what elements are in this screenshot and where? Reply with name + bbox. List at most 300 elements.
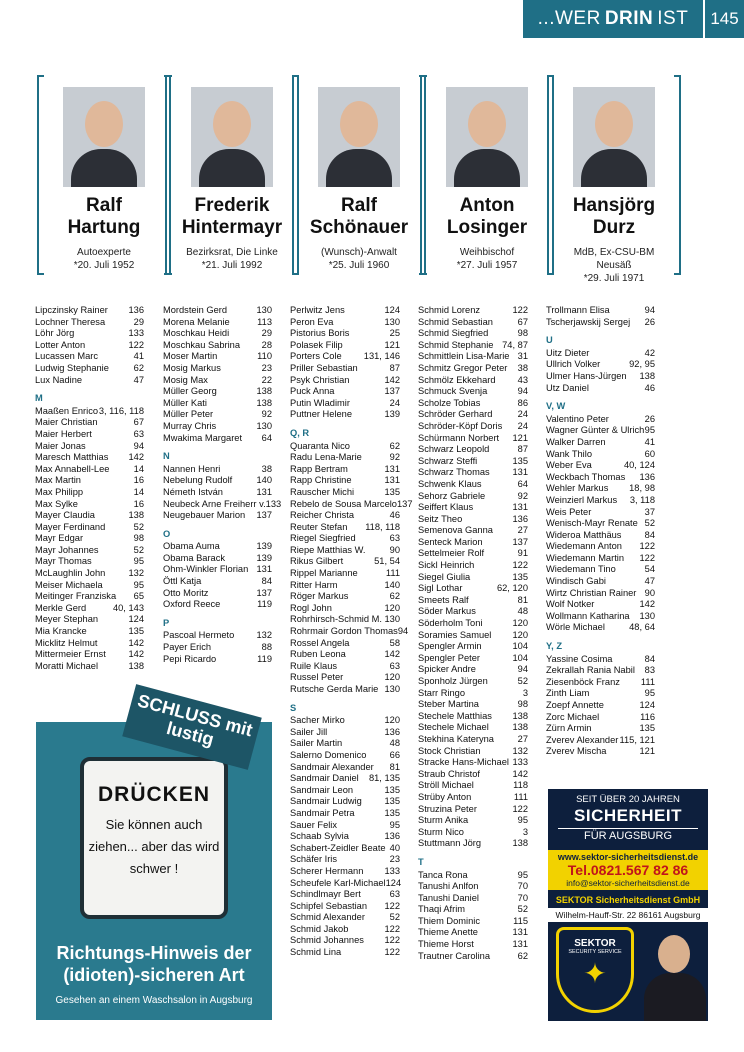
- entry-name: Scherer Hermann: [290, 865, 364, 876]
- index-entry: [35, 464, 144, 476]
- bracket-left: [165, 75, 172, 275]
- index-entry: [163, 564, 272, 576]
- entry-pages: 98: [517, 699, 528, 710]
- index-entry: [418, 780, 528, 792]
- index-section-letter: S: [290, 702, 297, 713]
- entry-name: Schmid Johannes: [290, 935, 364, 946]
- index-entry: [418, 433, 528, 445]
- entry-name: Mosig Max: [163, 374, 208, 385]
- entry-name: Rauscher Michi: [290, 486, 355, 497]
- index-entry: [418, 927, 528, 939]
- entry-pages: 135: [384, 807, 400, 818]
- index-entry: [290, 409, 400, 421]
- index-entry: [418, 757, 528, 769]
- index-entry: [290, 808, 400, 820]
- entry-pages: 42: [644, 347, 655, 358]
- entry-name: Sandmair Alexander: [290, 761, 374, 772]
- entry-name: Sandmair Leon: [290, 784, 354, 795]
- entry-pages: 115: [513, 915, 528, 926]
- entry-pages: 120: [512, 618, 528, 629]
- entry-pages: 122: [384, 923, 400, 934]
- entry-name: Schmid Stephanie: [418, 339, 494, 350]
- entry-pages: 121: [512, 432, 528, 443]
- index-entry: [418, 583, 528, 595]
- entry-pages: 138: [256, 386, 272, 397]
- entry-pages: 124: [384, 305, 400, 315]
- entry-name: Pepi Ricardo: [163, 653, 217, 664]
- entry-name: Peron Eva: [290, 316, 334, 327]
- index-entry: [163, 588, 272, 600]
- index-entry: [418, 363, 528, 375]
- entry-name: Scheufele Karl-Michael: [290, 877, 386, 888]
- entry-pages: 14: [133, 463, 144, 474]
- index-entry: [290, 866, 400, 878]
- entry-name: Mayr Thomas: [35, 556, 92, 567]
- entry-name: Nannen Henri: [163, 463, 221, 474]
- entry-pages: 95: [644, 688, 655, 699]
- entry-pages: 130: [384, 684, 400, 694]
- index-entry: [418, 916, 528, 928]
- index-entry: [290, 901, 400, 913]
- entry-name: Zinth Liam: [546, 688, 590, 699]
- entry-pages: 22: [261, 374, 272, 385]
- index-entry: [163, 386, 272, 398]
- entry-name: Schröder-Köpf Doris: [418, 420, 503, 431]
- entry-name: Sacher Mirko: [290, 715, 345, 726]
- entry-pages: 136: [128, 305, 144, 315]
- index-entry: [546, 665, 655, 677]
- entry-name: Tanca Rona: [418, 869, 468, 880]
- bracket-left: [547, 75, 554, 275]
- index-entry: [163, 305, 272, 317]
- entry-pages: 133: [128, 328, 144, 339]
- sign-small-text: Sie können auch ziehen... aber das wird schwer !: [88, 817, 220, 876]
- entry-pages: 94: [517, 664, 528, 675]
- sign-big-text: DRÜCKEN: [98, 783, 210, 806]
- index-entry: [418, 688, 528, 700]
- entry-name: Neubeck Arne Freiherr v.: [163, 498, 266, 509]
- entry-name: Schmid Sebastian: [418, 316, 493, 327]
- entry-name: Rohrhirsch-Schmid M.: [290, 614, 382, 625]
- index-entry: [546, 541, 655, 553]
- index-entry: [418, 881, 528, 893]
- entry-pages: 138: [639, 370, 655, 381]
- entry-name: Salerno Domenico: [290, 749, 367, 760]
- entry-pages: 94: [397, 626, 409, 637]
- index-entry: [35, 603, 144, 615]
- entry-name: Rutsche Gerda Marie: [290, 684, 379, 694]
- index-entry: [35, 510, 144, 522]
- person-card: [300, 75, 418, 275]
- entry-pages: 104: [512, 652, 528, 663]
- bracket-left: [292, 75, 299, 275]
- entry-name: Lochner Theresa: [35, 316, 106, 327]
- entry-pages: 62, 120: [496, 583, 528, 594]
- entry-name: Wollmann Katharina: [546, 610, 630, 621]
- index-entry: [290, 912, 400, 924]
- entry-pages: 137: [384, 386, 400, 397]
- entry-name: Mayer Ferdinand: [35, 521, 106, 532]
- index-entry: [35, 580, 144, 592]
- index-entry: [163, 630, 272, 642]
- index-entry: [418, 893, 528, 905]
- entry-pages: 46: [644, 382, 655, 393]
- index-entry: [163, 510, 272, 522]
- entry-pages: 111: [640, 676, 655, 687]
- entry-pages: 131: [512, 502, 528, 513]
- entry-name: Wagner Günter & Ulrich: [546, 425, 645, 436]
- entry-pages: 88: [261, 642, 272, 653]
- index-entry: [35, 375, 144, 387]
- entry-pages: 37: [644, 506, 655, 517]
- entry-pages: 66: [389, 749, 400, 760]
- entry-name: Öttl Katja: [163, 576, 202, 587]
- entry-pages: 16: [133, 498, 144, 509]
- index-entry: [163, 363, 272, 375]
- entry-pages: 137: [256, 510, 272, 521]
- entry-name: Sandmair Petra: [290, 807, 355, 818]
- index-entry: [35, 487, 144, 499]
- entry-pages: 130: [256, 420, 272, 431]
- entry-pages: 41: [133, 351, 144, 362]
- ad-mail: info@sektor-sicherheitsdienst.de: [566, 878, 690, 888]
- index-entry: [418, 746, 528, 758]
- entry-pages: 120: [384, 602, 400, 613]
- entry-pages: 133: [512, 757, 528, 768]
- entry-name: Ziesenböck Franz: [546, 676, 620, 687]
- entry-pages: 84: [644, 529, 655, 540]
- entry-name: Senteck Marion: [418, 536, 483, 547]
- index-entry: [290, 785, 400, 797]
- entry-pages: 3: [522, 826, 528, 837]
- entry-name: Russel Peter: [290, 672, 344, 683]
- entry-name: Obama Auma: [163, 541, 220, 552]
- entry-name: Mayr Edgar: [35, 533, 84, 544]
- entry-name: Starr Ringo: [418, 687, 466, 698]
- entry-pages: 122: [639, 552, 655, 563]
- index-entry: [418, 870, 528, 882]
- index-column: [418, 305, 528, 962]
- ad-tel: Tel.0821.567 82 86: [567, 862, 689, 878]
- index-section-letter: P: [163, 617, 170, 628]
- entry-name: Seiffert Klaus: [418, 502, 474, 513]
- entry-pages: 31: [517, 351, 528, 362]
- entry-name: Strüby Anton: [418, 791, 472, 802]
- index-entry: [35, 441, 144, 453]
- index-entry: [290, 568, 400, 580]
- index-entry: [35, 614, 144, 626]
- index-entry: [290, 843, 400, 855]
- entry-name: Moschkau Sabrina: [163, 339, 240, 350]
- index-entry: [35, 545, 144, 557]
- entry-name: Wiedemann Martin: [546, 552, 625, 563]
- person-photo: [191, 87, 273, 187]
- entry-name: Schmid Jakob: [290, 923, 349, 934]
- index-entry: [290, 715, 400, 727]
- entry-name: Utz Daniel: [546, 382, 589, 393]
- index-section-letter: M: [35, 393, 43, 404]
- entry-pages: 142: [512, 768, 528, 779]
- index-entry: [546, 712, 655, 724]
- entry-pages: 137: [396, 498, 413, 509]
- entry-name: Murray Chris: [163, 420, 217, 431]
- entry-name: Mordstein Gerd: [163, 305, 228, 315]
- index-entry: [546, 460, 655, 472]
- entry-name: Schmitz Gregor Peter: [418, 362, 508, 373]
- entry-pages: 142: [639, 599, 655, 610]
- index-entry: [418, 699, 528, 711]
- index-entry: [163, 487, 272, 499]
- index-entry: [290, 638, 400, 650]
- index-entry: [418, 641, 528, 653]
- index-entry: [290, 889, 400, 901]
- person-name: Ralf Hartung: [67, 195, 141, 238]
- index-entry: [290, 545, 400, 557]
- index-entry: [35, 556, 144, 568]
- index-entry: [163, 642, 272, 654]
- person-birthdate: *29. Juli 1971: [583, 273, 645, 284]
- index-entry: [163, 317, 272, 329]
- entry-name: Schwarz Leopold: [418, 444, 490, 455]
- entry-pages: 94: [644, 305, 655, 315]
- index-entry: [418, 734, 528, 746]
- entry-name: Porters Cole: [290, 351, 342, 362]
- entry-name: Morena Melanie: [163, 316, 230, 327]
- entry-pages: 94: [133, 440, 144, 451]
- index-entry: [418, 525, 528, 537]
- index-entry: [35, 533, 144, 545]
- index-entry: [418, 351, 528, 363]
- index-entry: [290, 591, 400, 603]
- entry-pages: 122: [512, 305, 528, 315]
- entry-name: Sturm Nico: [418, 826, 464, 837]
- entry-pages: 91: [517, 548, 528, 559]
- entry-pages: 136: [384, 831, 400, 842]
- index-entry: [290, 935, 400, 947]
- entry-pages: 116: [640, 711, 655, 722]
- entry-name: Thaqi Afrim: [418, 904, 466, 915]
- entry-name: Windisch Gabi: [546, 576, 606, 587]
- entry-pages: 90: [389, 544, 400, 555]
- entry-name: Uitz Dieter: [546, 347, 590, 358]
- index-entry: [290, 386, 400, 398]
- entry-pages: 16: [133, 475, 144, 486]
- ad-subtitle: FÜR AUGSBURG: [558, 828, 698, 842]
- person-card: [45, 75, 163, 275]
- entry-pages: 54: [644, 564, 655, 575]
- ad-title: SICHERHEIT: [574, 806, 682, 825]
- index-entry: [290, 649, 400, 661]
- index-entry: [290, 328, 400, 340]
- entry-pages: 122: [384, 935, 400, 946]
- entry-name: Reicher Christa: [290, 510, 355, 521]
- entry-pages: 136: [384, 726, 400, 737]
- entry-pages: 111: [513, 791, 528, 802]
- entry-name: Schmölz Ekkehard: [418, 374, 496, 385]
- entry-pages: 63: [389, 660, 400, 671]
- entry-name: Rapp Christine: [290, 475, 352, 486]
- guard-photo: [644, 935, 704, 1021]
- entry-pages: 95: [517, 815, 528, 826]
- entry-pages: 132: [256, 630, 272, 641]
- index-entry: [290, 475, 400, 487]
- entry-name: Schwarz Thomas: [418, 467, 490, 478]
- index-entry: [546, 576, 655, 588]
- person-role: MdB, Ex-CSU-BM Neusäß: [573, 247, 655, 271]
- entry-pages: 60: [644, 448, 655, 459]
- index-entry: [546, 483, 655, 495]
- badge-sub: SECURITY SERVICE: [568, 949, 622, 955]
- entry-pages: 63: [133, 428, 144, 439]
- entry-pages: 142: [384, 374, 400, 385]
- entry-name: Schürmann Norbert: [418, 432, 500, 443]
- entry-name: Weckbach Thomas: [546, 471, 626, 482]
- ad-right: [548, 789, 708, 1021]
- ad-left-title: Richtungs-Hinweis der (idioten)-sicheren Art: [56, 943, 252, 985]
- entry-name: Sehorz Gabriele: [418, 490, 486, 501]
- entry-name: Wörle Michael: [546, 622, 605, 633]
- entry-name: Pascoal Hermeto: [163, 630, 235, 641]
- entry-pages: 135: [639, 723, 655, 734]
- header-bold: DRIN: [604, 8, 654, 29]
- entry-name: Reuter Stefan: [290, 521, 348, 532]
- entry-pages: 24: [517, 409, 528, 420]
- index-entry: [418, 939, 528, 951]
- entry-pages: 67: [517, 316, 528, 327]
- index-entry: [418, 653, 528, 665]
- entry-name: Zorc Michael: [546, 711, 600, 722]
- index-column: [35, 305, 144, 672]
- index-entry: [290, 684, 400, 696]
- index-entry: [35, 591, 144, 603]
- entry-name: Mayr Johannes: [35, 544, 99, 555]
- person-name: Hansjörg Durz: [572, 195, 656, 238]
- entry-name: Max Annabell-Lee: [35, 463, 110, 474]
- entry-name: Tscherjawskij Sergej: [546, 316, 631, 327]
- entry-pages: 64: [517, 478, 528, 489]
- index-entry: [546, 383, 655, 395]
- entry-pages: 95: [133, 556, 144, 567]
- entry-pages: 135: [384, 486, 400, 497]
- index-column: [290, 305, 413, 959]
- entry-name: Moschkau Heidi: [163, 328, 230, 339]
- index-entry: [546, 746, 655, 758]
- index-entry: [290, 533, 400, 545]
- entry-pages: 130: [384, 316, 400, 327]
- entry-pages: 135: [512, 455, 528, 466]
- entry-pages: 131: [384, 463, 400, 474]
- person-birthdate: *21. Juli 1992: [201, 260, 263, 271]
- index-entry: [546, 317, 655, 329]
- entry-name: Tanushi Anlfon: [418, 881, 479, 892]
- entry-name: Mia Krancke: [35, 626, 87, 637]
- entry-name: Puck Anna: [290, 386, 335, 397]
- entry-pages: 122: [639, 541, 655, 552]
- index-entry: [418, 375, 528, 387]
- entry-pages: 62: [389, 440, 400, 451]
- index-entry: [418, 630, 528, 642]
- entry-name: Meiser Michaela: [35, 579, 103, 590]
- entry-name: Zverev Mischa: [546, 746, 607, 757]
- entry-pages: 38: [261, 463, 272, 474]
- index-entry: [290, 398, 400, 410]
- entry-pages: 131, 146: [363, 351, 400, 362]
- index-entry: [163, 398, 272, 410]
- entry-name: Ohm-Winkler Florian: [163, 564, 249, 575]
- entry-name: Spicker Andre: [418, 664, 476, 675]
- entry-pages: 26: [644, 413, 655, 424]
- entry-pages: 87: [389, 362, 400, 373]
- entry-name: Priller Sebastian: [290, 362, 358, 373]
- index-entry: [418, 769, 528, 781]
- entry-pages: 130: [384, 614, 400, 625]
- index-section-letter: O: [163, 528, 171, 539]
- index-entry: [35, 452, 144, 464]
- entry-name: Settelmeier Rolf: [418, 548, 485, 559]
- entry-name: Wolf Notker: [546, 599, 595, 610]
- person-name: Frederik Hintermayr: [181, 195, 283, 238]
- index-entry: [546, 588, 655, 600]
- entry-pages: 130: [256, 305, 272, 315]
- entry-pages: 63: [389, 889, 400, 900]
- entry-name: Micklitz Helmut: [35, 637, 98, 648]
- entry-name: Ruile Klaus: [290, 660, 338, 671]
- entry-name: Maier Herbert: [35, 428, 92, 439]
- person-photo: [446, 87, 528, 187]
- entry-name: Lotter Anton: [35, 339, 86, 350]
- index-section-letter: Q, R: [290, 427, 310, 438]
- index-entry: [163, 576, 272, 588]
- entry-name: Rikus Gilbert: [290, 556, 344, 567]
- entry-name: Stechele Matthias: [418, 710, 492, 721]
- entry-pages: 119: [257, 653, 272, 664]
- index-entry: [546, 348, 655, 360]
- index-entry: [163, 464, 272, 476]
- index-entry: [290, 796, 400, 808]
- entry-pages: 95: [389, 819, 400, 830]
- entry-pages: 118: [513, 780, 528, 791]
- entry-name: Rogl John: [290, 602, 332, 613]
- entry-pages: 138: [512, 710, 528, 721]
- index-entry: [163, 421, 272, 433]
- index-entry: [163, 553, 272, 565]
- bracket-left: [37, 75, 44, 275]
- index-entry: [546, 425, 655, 437]
- entry-name: Stechele Michael: [418, 722, 489, 733]
- entry-pages: 94: [517, 386, 528, 397]
- entry-name: Weis Peter: [546, 506, 592, 517]
- entry-pages: 136: [512, 513, 528, 524]
- entry-pages: 26: [644, 316, 655, 327]
- person-photo: [573, 87, 655, 187]
- entry-pages: 64: [261, 432, 272, 443]
- page-header: [523, 0, 703, 38]
- index-section-letter: N: [163, 451, 170, 462]
- entry-pages: 47: [644, 576, 655, 587]
- person-photo: [318, 87, 400, 187]
- entry-name: Polasek Filip: [290, 339, 343, 350]
- entry-name: Scholze Tobias: [418, 397, 481, 408]
- index-entry: [290, 672, 400, 684]
- entry-name: Zekrallah Rania Nabil: [546, 665, 635, 676]
- entry-name: Mittermeier Ernst: [35, 649, 106, 660]
- header-suffix: IST: [657, 8, 689, 29]
- index-entry: [546, 449, 655, 461]
- entry-pages: 25: [389, 328, 400, 339]
- entry-pages: 81, 135: [368, 773, 400, 784]
- index-entry: [35, 328, 144, 340]
- entry-name: Ruben Leona: [290, 649, 346, 660]
